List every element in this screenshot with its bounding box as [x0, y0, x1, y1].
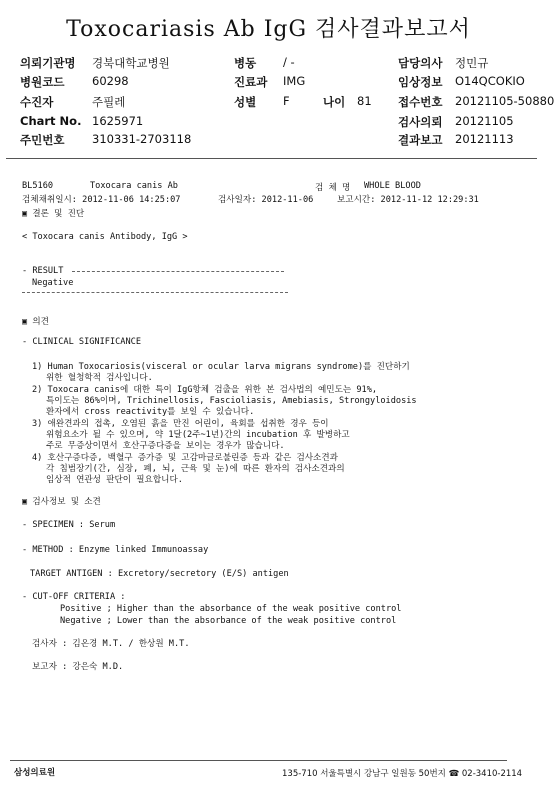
sig-line: 3) 애완견과의 접촉, 오염된 흙을 만진 어린이, 육회를 섭취한 경우 등이: [32, 419, 329, 429]
id-value: 310331-2703118: [92, 132, 192, 146]
sig-line: 2) Toxocara canis에 대한 특이 IgG항체 검출을 위한 본 검사법의 예민도는 91%,: [32, 385, 378, 395]
ward-value: / -: [283, 55, 295, 69]
result-value: Negative: [32, 278, 74, 288]
test-date: 검사일자: 2012-11-06: [218, 195, 314, 205]
report-title: Toxocariasis Ab IgG 검사결과보고서: [66, 17, 471, 42]
reporter-line: 보고자 : 강은숙 M.D.: [32, 662, 124, 672]
clin-label: 임상정보: [398, 75, 443, 89]
inst-label: 의뢰기관명: [20, 56, 76, 70]
age-value: 81: [357, 94, 372, 108]
id-label: 주민번호: [20, 133, 65, 147]
opinion-section-header: ▣ 의견: [22, 317, 49, 327]
header-row-1: [0, 55, 537, 73]
header-row-2: [0, 74, 537, 92]
sig-line: 4) 호산구증다증, 백혈구 증가증 및 고감마글로불린증 등과 같은 검사소견과: [32, 453, 338, 463]
header-row-3: [0, 94, 554, 112]
ward-label: 병동: [234, 56, 257, 70]
req-label: 검사의뢰: [398, 115, 443, 129]
specimen-value: WHOLE BLOOD: [364, 181, 421, 191]
rep-label: 결과보고: [398, 133, 443, 147]
code-value: 60298: [92, 74, 129, 88]
specimen-label: 검 체 명: [315, 183, 351, 193]
result-rule-top: [72, 271, 284, 272]
test-name: Toxocara canis Ab: [90, 181, 178, 191]
header-divider: [6, 158, 537, 159]
patient-value: 주필레: [92, 95, 126, 109]
doctor-value: 정민규: [455, 56, 489, 70]
header-row-5: [0, 132, 537, 150]
footer-address: 135-710 서울특별시 강남구 일원동 50번지 ☎ 02-3410-2114: [282, 769, 523, 779]
patient-label: 수진자: [20, 95, 54, 109]
result-rule-bottom: [22, 292, 288, 293]
sig-line: 위험요소가 될 수 있으며, 약 1달(2주~1년)간의 incubation 후 발병하고: [46, 430, 350, 440]
clin-value: O14QCOKIO: [455, 74, 525, 88]
sig-line: 1) Human Toxocariosis(visceral or ocular larva migrans syndrome)를 진단하기: [32, 362, 410, 372]
recv-value: 20121105-50880: [455, 94, 554, 108]
cutoff-line: - CUT-OFF CRITERIA :: [22, 592, 126, 602]
specimen-line: - SPECIMEN : Serum: [22, 520, 116, 530]
positive-line: Positive ; Higher than the absorbance of the weak positive control: [60, 604, 402, 614]
code-label: 병원코드: [20, 75, 65, 89]
tester-line: 검사자 : 김온경 M.T. / 한상원 M.T.: [32, 639, 190, 649]
doctor-label: 담당의사: [398, 56, 443, 70]
sig-line: 환자에서 cross reactivity를 보일 수 있습니다.: [46, 407, 255, 417]
sig-line: 위한 혈청학적 검사입니다.: [46, 373, 153, 383]
dept-label: 진료과: [234, 75, 268, 89]
result-section-header: ▣ 결론 및 진단: [22, 209, 85, 219]
test-code: BL5160: [22, 181, 54, 191]
age-label: 나이: [323, 95, 346, 109]
sig-line: 주로 무증상이면서 호산구증다증을 보이는 경우가 많습니다.: [46, 441, 285, 451]
sex-value: F: [283, 94, 290, 108]
report-time: 보고시간: 2012-11-12 12:29:31: [337, 195, 479, 205]
rep-value: 20121113: [455, 132, 514, 146]
antibody-title: < Toxocara canis Antibody, IgG >: [22, 232, 188, 242]
info-section-header: ▣ 검사정보 및 소견: [22, 497, 101, 507]
target-antigen-line: TARGET ANTIGEN : Excretory/secretory (E/S) antigen: [30, 569, 289, 579]
negative-line: Negative ; Lower than the absorbance of the weak positive control: [60, 616, 397, 626]
sig-line: 임상적 연관성 판단이 필요합니다.: [46, 475, 183, 485]
footer-hospital-name: 삼성의료원: [14, 768, 56, 778]
chart-value: 1625971: [92, 114, 144, 128]
req-value: 20121105: [455, 114, 514, 128]
collect-datetime: 검체채취일시: 2012-11-06 14:25:07: [22, 195, 181, 205]
result-label: - RESULT: [22, 266, 64, 276]
method-line: - METHOD : Enzyme linked Immunoassay: [22, 545, 209, 555]
sig-line: 각 침범장기(간, 심장, 폐, 뇌, 근육 및 눈)에 따른 환자의 검사소견과의: [46, 464, 345, 474]
inst-value: 경북대학교병원: [92, 56, 170, 70]
header-row-4: [0, 114, 537, 132]
recv-label: 접수번호: [398, 95, 443, 109]
sig-line: 특이도는 86%이며, Trichinellosis, Fascioliasis, Amebiasis, Strongyloidosis: [46, 396, 417, 406]
dept-value: IMG: [283, 74, 306, 88]
sex-label: 성별: [234, 95, 257, 109]
clinical-significance-label: - CLINICAL SIGNIFICANCE: [22, 337, 141, 347]
chart-label: Chart No.: [20, 114, 82, 128]
footer-divider: [10, 760, 507, 761]
